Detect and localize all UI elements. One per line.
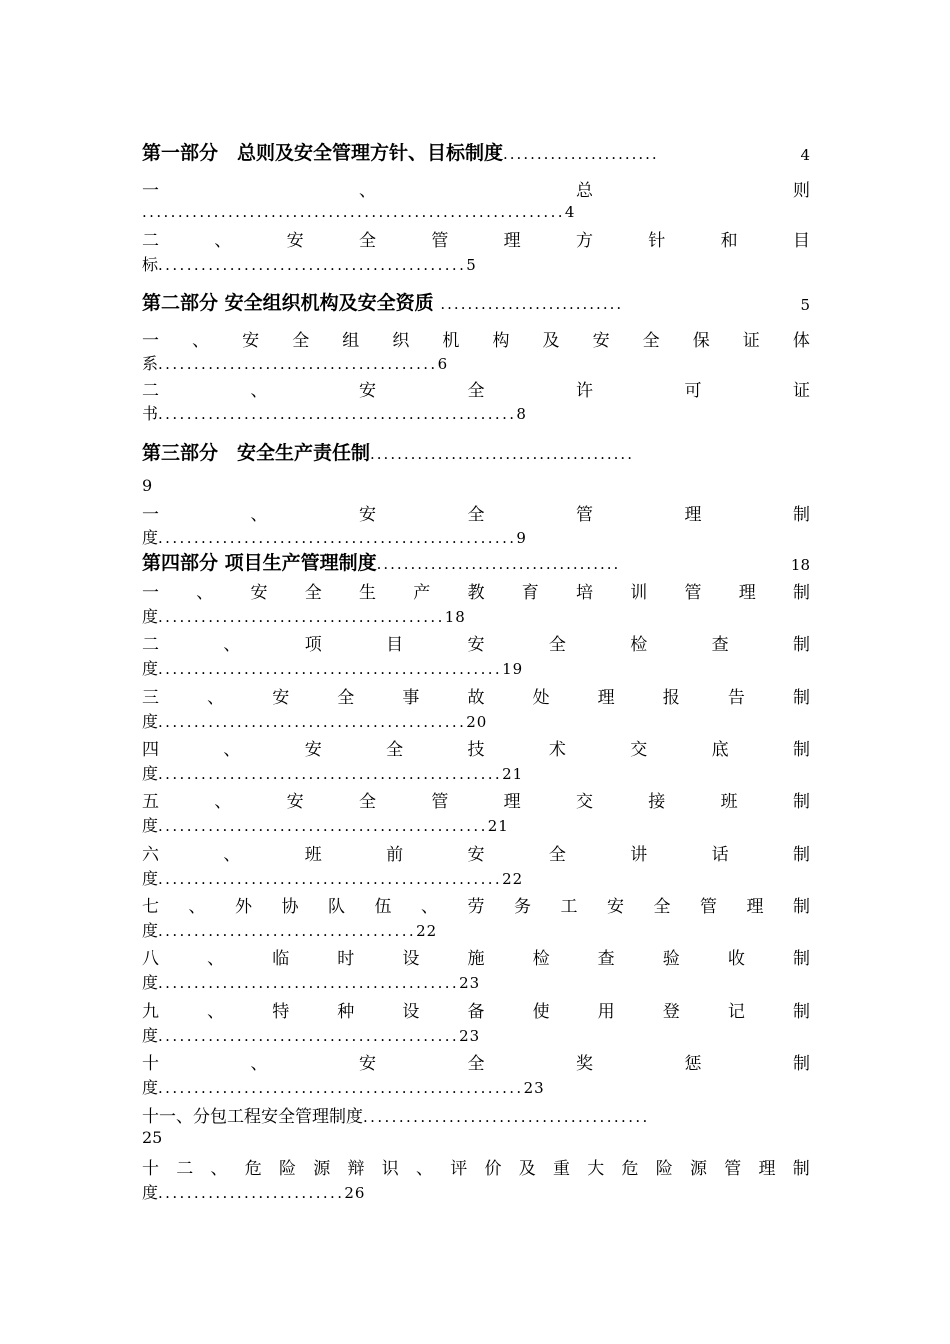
entry-char: 培 — [576, 582, 593, 603]
toc-entry-line[interactable] — [142, 787, 810, 811]
toc-entry-line[interactable] — [142, 578, 810, 602]
entry-text: 度 — [142, 816, 159, 835]
entry-char: 全 — [292, 330, 310, 351]
entry-char: 安 — [592, 330, 610, 351]
toc-entry-continuation — [142, 866, 810, 888]
entry-char: 、 — [250, 504, 268, 525]
entry-char: 管 — [684, 582, 702, 603]
entry-char: 查 — [597, 948, 615, 969]
toc-entry-continuation — [142, 918, 810, 940]
entry-char: 验 — [662, 948, 680, 969]
entry-char: 、 — [207, 948, 225, 969]
entry-char: 二 — [142, 634, 159, 655]
entry-char: 价 — [484, 1158, 502, 1179]
toc-entry-continuation — [142, 202, 810, 224]
toc-entry-line[interactable] — [142, 840, 810, 864]
toc-entry-continuation — [142, 351, 810, 373]
leader-dots: .......................................... — [158, 974, 460, 992]
entry-char: 七 — [142, 896, 159, 917]
entry-text: 系 — [142, 354, 159, 373]
part-title: 第四部分 项目生产管理制度 — [142, 552, 377, 574]
entry-char: 、 — [192, 330, 210, 351]
toc-entry-line[interactable] — [142, 176, 810, 200]
entry-char: 、 — [207, 1001, 225, 1022]
leader-dots: ................................................ — [158, 660, 503, 678]
entry-text: 书 — [142, 404, 159, 423]
page-number: 21 — [487, 817, 509, 835]
entry-char: 时 — [337, 948, 355, 969]
entry-char: 临 — [272, 948, 290, 969]
entry-char: 三 — [142, 687, 159, 708]
entry-char: 、 — [223, 634, 241, 655]
entry-char: 可 — [684, 380, 702, 401]
toc-part-4[interactable] — [142, 548, 810, 578]
leader-dots: ........................................ — [363, 1108, 650, 1126]
entry-char: 训 — [630, 582, 648, 603]
entry-char: 八 — [142, 948, 159, 969]
entry-char: 理 — [746, 896, 764, 917]
entry-char: 全 — [642, 330, 660, 351]
entry-text: 度 — [142, 921, 159, 940]
entry-char: 交 — [575, 791, 593, 812]
entry-char: 理 — [503, 791, 521, 812]
leader-dots: .......................................... — [158, 1027, 460, 1045]
leader-dots: ........................... — [433, 295, 624, 313]
entry-char: 务 — [514, 896, 531, 917]
entry-char: 六 — [142, 844, 159, 865]
entry-text: 度 — [142, 659, 159, 678]
entry-char: 全 — [548, 634, 566, 655]
entry-char: 告 — [727, 687, 745, 708]
toc-entry-continuation — [142, 1075, 810, 1097]
entry-char: 前 — [386, 844, 404, 865]
entry-char: 工 — [560, 896, 578, 917]
entry-char: 制 — [793, 739, 810, 760]
leader-dots: .................................................. — [158, 529, 517, 547]
entry-char: 全 — [467, 504, 485, 525]
leader-dots: ........................................... — [158, 713, 467, 731]
toc-entry-line[interactable] — [142, 944, 810, 968]
page-number: 9 — [142, 476, 153, 495]
entry-char: 全 — [653, 896, 671, 917]
entry-text: 度 — [142, 528, 159, 547]
entry-char: 教 — [467, 582, 485, 603]
page-number: 19 — [502, 660, 524, 678]
toc-entry-line[interactable] — [142, 1154, 810, 1178]
entry-char: 针 — [648, 230, 666, 251]
entry-char: 识 — [381, 1158, 399, 1179]
entry-char: 、 — [359, 180, 376, 201]
entry-char: 十 — [142, 1053, 159, 1074]
toc-entry-continuation — [142, 970, 810, 992]
toc-entry-continuation — [142, 656, 810, 678]
entry-char: 备 — [467, 1001, 485, 1022]
entry-char: 四 — [142, 739, 159, 760]
entry-char: 、 — [210, 1158, 228, 1179]
toc-entry-continuation — [142, 709, 810, 731]
entry-char: 、 — [250, 1053, 268, 1074]
entry-char: 及 — [542, 330, 560, 351]
entry-char: 全 — [358, 791, 376, 812]
entry-char: 大 — [587, 1158, 605, 1179]
entry-char: 制 — [793, 504, 810, 525]
toc-entry-line[interactable] — [142, 500, 810, 524]
page-number: 4 — [564, 203, 576, 221]
page-number: 5 — [800, 296, 810, 314]
toc-entry-continuation — [142, 1180, 810, 1202]
entry-char: 施 — [467, 948, 485, 969]
toc-entry-continuation — [142, 252, 810, 274]
entry-char: 交 — [630, 739, 648, 760]
page-number: 18 — [444, 608, 466, 626]
page-number: 23 — [459, 1027, 481, 1045]
entry-char: 制 — [792, 1001, 810, 1022]
leader-dots: ................................................ — [158, 765, 503, 783]
entry-char: 全 — [386, 739, 404, 760]
page-number: 4 — [800, 146, 810, 164]
entry-char: 查 — [711, 634, 729, 655]
entry-text: 度 — [142, 712, 159, 731]
toc-part-2[interactable] — [142, 288, 810, 318]
entry-char: 协 — [281, 896, 299, 917]
entry-char: 方 — [575, 230, 593, 251]
toc-entry-line[interactable] — [142, 630, 810, 654]
entry-char: 一 — [142, 504, 159, 525]
toc-part-1[interactable] — [142, 138, 810, 168]
leader-dots: ....................... — [503, 145, 659, 163]
entry-char: 险 — [655, 1158, 673, 1179]
entry-char: 安 — [286, 791, 304, 812]
entry-char: 安 — [242, 330, 260, 351]
entry-char: 构 — [492, 330, 510, 351]
entry-char: 辩 — [347, 1158, 365, 1179]
entry-char: 报 — [662, 687, 680, 708]
entry-char: 安 — [607, 896, 624, 917]
entry-char: 管 — [724, 1158, 742, 1179]
entry-char: 安 — [272, 687, 290, 708]
leader-dots: ....................................... — [370, 445, 634, 463]
entry-char: 、 — [416, 1158, 433, 1179]
page-number: 8 — [516, 405, 527, 423]
entry-char: 和 — [720, 230, 738, 251]
entry-char: 目 — [386, 634, 404, 655]
leader-dots: .................................... — [376, 555, 621, 573]
entry-char: 底 — [711, 739, 729, 760]
page-number: 22 — [502, 870, 524, 888]
leader-dots: ....................................... — [158, 355, 438, 373]
page-number: 25 — [142, 1128, 163, 1147]
entry-char: 则 — [793, 180, 810, 201]
entry-text: 十一、分包工程安全管理制度 — [142, 1107, 363, 1126]
page-number: 23 — [523, 1079, 545, 1097]
entry-char: 织 — [392, 330, 410, 351]
toc-entry-line[interactable] — [142, 683, 810, 707]
entry-char: 劳 — [467, 896, 485, 917]
entry-char: 体 — [792, 330, 810, 351]
entry-char: 理 — [684, 504, 702, 525]
entry-char: 生 — [359, 582, 376, 603]
page-number: 5 — [466, 256, 477, 274]
entry-char: 保 — [692, 330, 710, 351]
entry-char: 证 — [793, 380, 810, 401]
entry-char: 、 — [250, 380, 268, 401]
entry-text: 度 — [142, 1183, 159, 1202]
entry-char: 组 — [342, 330, 360, 351]
leader-dots: ........................................ — [158, 608, 445, 626]
entry-char: 五 — [142, 791, 159, 812]
page-number: 20 — [466, 713, 488, 731]
entry-char: 管 — [431, 230, 449, 251]
entry-char: 、 — [196, 582, 214, 603]
part-title: 第一部分 总则及安全管理方针、目标制度 — [142, 142, 504, 164]
entry-char: 育 — [521, 582, 539, 603]
entry-char: 处 — [532, 687, 550, 708]
entry-char: 检 — [630, 634, 648, 655]
entry-char: 九 — [142, 1001, 159, 1022]
entry-char: 源 — [313, 1158, 331, 1179]
part-title: 第二部分 安全组织机构及安全资质 — [142, 292, 434, 314]
entry-char: 制 — [792, 1158, 810, 1179]
entry-char: 使 — [532, 1001, 550, 1022]
leader-dots: .................................................. — [158, 405, 517, 423]
entry-char: 全 — [304, 582, 322, 603]
entry-char: 安 — [286, 230, 304, 251]
entry-char: 理 — [758, 1158, 776, 1179]
leader-dots: ........................................... — [158, 256, 467, 274]
entry-char: 特 — [272, 1001, 290, 1022]
entry-char: 全 — [467, 1053, 485, 1074]
page-number: 22 — [416, 922, 438, 940]
entry-char: 项 — [304, 634, 322, 655]
page-number: 23 — [459, 974, 481, 992]
entry-char: 制 — [793, 582, 810, 603]
entry-char: 、 — [223, 844, 241, 865]
entry-char: 种 — [337, 1001, 355, 1022]
entry-char: 用 — [597, 1001, 615, 1022]
entry-char: 技 — [467, 739, 485, 760]
entry-char: 安 — [359, 1053, 376, 1074]
entry-char: 伍 — [374, 896, 392, 917]
entry-text: 度 — [142, 1078, 159, 1097]
entry-char: 话 — [711, 844, 729, 865]
toc-entry-line[interactable] — [142, 1049, 810, 1073]
leader-dots: ................................................ — [158, 870, 503, 888]
entry-char: 、 — [207, 687, 225, 708]
page-number: 26 — [344, 1184, 366, 1202]
entry-char: 惩 — [684, 1053, 702, 1074]
entry-char: 险 — [279, 1158, 296, 1179]
entry-char: 制 — [792, 948, 810, 969]
toc-entry-continuation — [142, 1023, 810, 1045]
toc-part-3[interactable] — [142, 438, 810, 468]
entry-char: 讲 — [630, 844, 648, 865]
entry-char: 设 — [402, 948, 420, 969]
toc-entry-line[interactable] — [142, 735, 810, 759]
entry-char: 证 — [742, 330, 760, 351]
leader-dots: .............................................. — [158, 817, 488, 835]
entry-char: 术 — [548, 739, 566, 760]
entry-text: 度 — [142, 869, 159, 888]
entry-char: 故 — [467, 687, 485, 708]
entry-char: 危 — [244, 1158, 262, 1179]
toc-entry-continuation — [142, 604, 810, 626]
entry-char: 理 — [738, 582, 756, 603]
page-number: 18 — [790, 556, 810, 574]
entry-char: 及 — [518, 1158, 536, 1179]
entry-char: 二 — [176, 1158, 194, 1179]
entry-char: 全 — [548, 844, 566, 865]
toc-entry-continuation — [142, 401, 810, 423]
entry-char: 奖 — [576, 1053, 593, 1074]
entry-char: 管 — [576, 504, 593, 525]
entry-char: 安 — [467, 634, 485, 655]
toc-entry-continuation — [142, 761, 810, 783]
entry-char: 安 — [359, 504, 376, 525]
entry-char: 制 — [793, 896, 810, 917]
entry-char: 全 — [358, 230, 376, 251]
entry-char: 事 — [402, 687, 420, 708]
toc-entry-line[interactable] — [142, 326, 810, 350]
entry-char: 二 — [142, 230, 159, 251]
entry-char: 安 — [359, 380, 376, 401]
entry-char: 班 — [720, 791, 738, 812]
page-number: 9 — [516, 529, 527, 547]
toc-entry-line[interactable] — [142, 376, 810, 400]
entry-char: 管 — [431, 791, 449, 812]
entry-char: 十 — [142, 1158, 159, 1179]
entry-char: 管 — [700, 896, 717, 917]
entry-char: 收 — [727, 948, 745, 969]
entry-char: 评 — [450, 1158, 468, 1179]
entry-text: 度 — [142, 973, 159, 992]
entry-char: 接 — [648, 791, 666, 812]
entry-char: 目 — [792, 230, 810, 251]
entry-char: 、 — [421, 896, 438, 917]
entry-char: 源 — [690, 1158, 707, 1179]
entry-char: 理 — [597, 687, 615, 708]
toc-entry-line[interactable] — [142, 226, 810, 250]
entry-char: 制 — [793, 844, 810, 865]
entry-char: 一 — [142, 582, 159, 603]
entry-char: 、 — [214, 230, 232, 251]
entry-char: 全 — [467, 380, 485, 401]
toc-entry-line[interactable] — [142, 997, 810, 1021]
entry-text: 度 — [142, 1026, 159, 1045]
entry-char: 班 — [304, 844, 322, 865]
leader-dots: .......................... — [158, 1184, 345, 1202]
entry-char: 理 — [503, 230, 521, 251]
entry-char: 一 — [142, 330, 159, 351]
entry-char: 、 — [188, 896, 206, 917]
entry-char: 记 — [727, 1001, 745, 1022]
entry-char: 总 — [576, 180, 593, 201]
leader-dots: ........................................................... — [142, 203, 565, 221]
entry-text: 标 — [142, 255, 159, 274]
entry-char: 许 — [576, 380, 593, 401]
toc-entry-continuation — [142, 525, 810, 547]
entry-char: 登 — [662, 1001, 680, 1022]
page-number: 6 — [437, 355, 449, 373]
entry-char: 制 — [793, 634, 810, 655]
entry-char: 、 — [214, 791, 232, 812]
entry-char: 机 — [442, 330, 460, 351]
entry-char: 制 — [793, 1053, 810, 1074]
entry-char: 外 — [235, 896, 252, 917]
toc-entry-line[interactable] — [142, 892, 810, 916]
entry-char: 安 — [467, 844, 485, 865]
entry-text: 度 — [142, 607, 159, 626]
entry-char: 检 — [532, 948, 550, 969]
entry-char: 一 — [142, 180, 159, 201]
entry-char: 制 — [792, 687, 810, 708]
entry-char: 队 — [328, 896, 345, 917]
entry-char: 安 — [304, 739, 322, 760]
entry-text: 度 — [142, 764, 159, 783]
entry-char: 全 — [337, 687, 355, 708]
entry-char: 安 — [250, 582, 268, 603]
leader-dots: ................................................... — [158, 1079, 524, 1097]
entry-char: 制 — [792, 791, 810, 812]
page-number: 21 — [502, 765, 524, 783]
entry-char: 二 — [142, 380, 159, 401]
toc-entry-continuation — [142, 813, 810, 835]
leader-dots: .................................... — [158, 922, 417, 940]
entry-char: 危 — [621, 1158, 639, 1179]
toc-entry-line[interactable] — [142, 1102, 810, 1126]
entry-char: 、 — [223, 739, 241, 760]
part-title: 第三部分 安全生产责任制 — [142, 442, 371, 464]
entry-char: 产 — [413, 582, 431, 603]
entry-char: 设 — [402, 1001, 420, 1022]
entry-char: 重 — [553, 1158, 570, 1179]
